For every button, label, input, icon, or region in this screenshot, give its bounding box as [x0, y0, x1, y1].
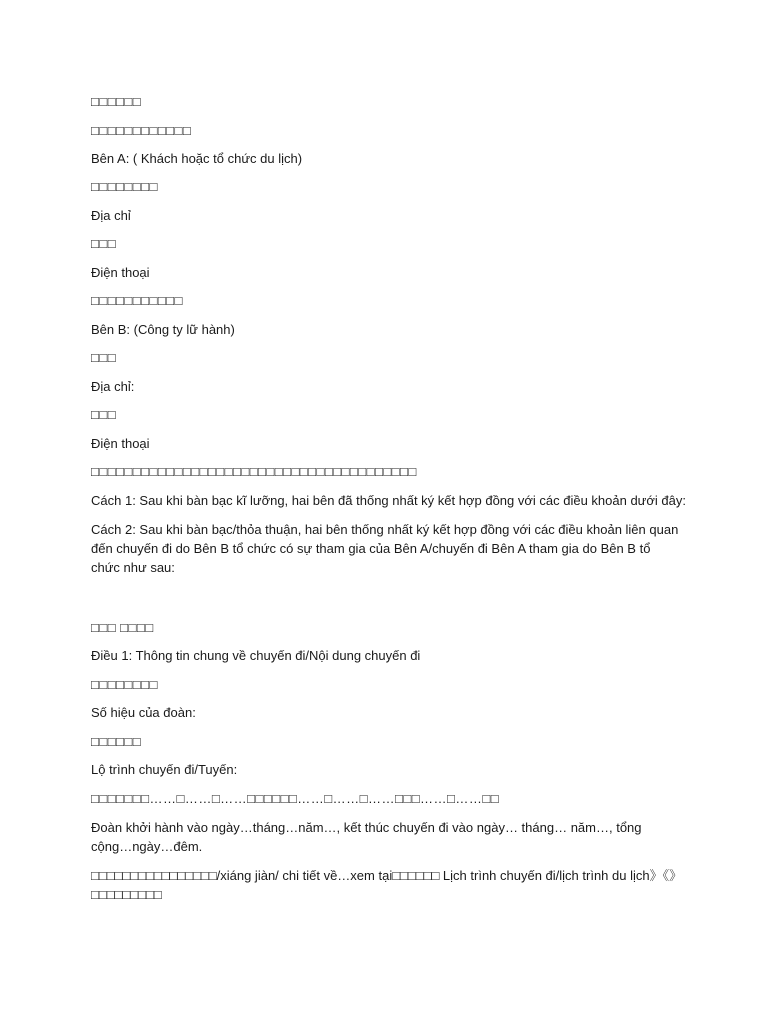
departure-paragraph: Đoàn khởi hành vào ngày…tháng…năm…, kết thúc chuyến đi vào ngày… tháng… năm…, tổng cộng…ngày…đêm. [91, 820, 642, 854]
party-a-label: Bên A: ( Khách hoặc tổ chức du lịch) [91, 151, 303, 166]
option-1-paragraph: Cách 1: Sau khi bàn bạc kĩ lưỡng, hai bên đã thống nhất ký kết hợp đồng với các điều khoản dưới đây: [91, 493, 686, 508]
text-line: □□□□□□ [91, 734, 142, 749]
text-line: □□□ [91, 236, 117, 251]
party-b-phone-label: Điện thoại [91, 436, 150, 451]
party-b-address-label: Địa chỉ: [91, 379, 135, 394]
text-line: □□□□□□□□□□□□ [91, 123, 192, 138]
article-1-title: Điều 1: Thông tin chung về chuyến đi/Nội dung chuyến đi [91, 648, 421, 663]
heading-line: □□□□□□ [91, 94, 142, 109]
text-line: □□□□□□□□ [91, 677, 158, 692]
text-line: □□□□□□□□□□□ [91, 293, 183, 308]
party-a-address-label: Địa chỉ [91, 208, 131, 223]
option-2-paragraph: Cách 2: Sau khi bàn bạc/thỏa thuận, hai bên thống nhất ký kết hợp đồng với các điều khoản liên quan đến chuyến đi do Bên B tổ chức có sự tham gia của Bên A/chuyến đi Bên A tham gia do Bên B tổ chức như sau: [91, 522, 679, 575]
itinerary-paragraph: □□□□□□□□□□□□□□□□/xiáng jiàn/ chi tiết về…xem tại□□□□□□ Lịch trình chuyến đi/lịch trình du lịch》《》□□□□□□□□□ [91, 868, 676, 902]
text-line: □□□ [91, 350, 117, 365]
party-b-label: Bên B: (Công ty lữ hành) [91, 322, 235, 337]
route-line: □□□□□□□……□……□……□□□□□□……□……□……□□□……□……□□ [91, 791, 500, 806]
text-line: □□□□□□□□ [91, 179, 158, 194]
group-number-label: Số hiệu của đoàn: [91, 705, 196, 720]
party-a-phone-label: Điện thoại [91, 265, 150, 280]
route-label: Lộ trình chuyến đi/Tuyến: [91, 762, 238, 777]
text-line: □□□ [91, 407, 117, 422]
article-heading: □□□ □□□□ [91, 620, 154, 635]
text-line: □□□□□□□□□□□□□□□□□□□□□□□□□□□□□□□□□□□□□□□ [91, 464, 417, 479]
